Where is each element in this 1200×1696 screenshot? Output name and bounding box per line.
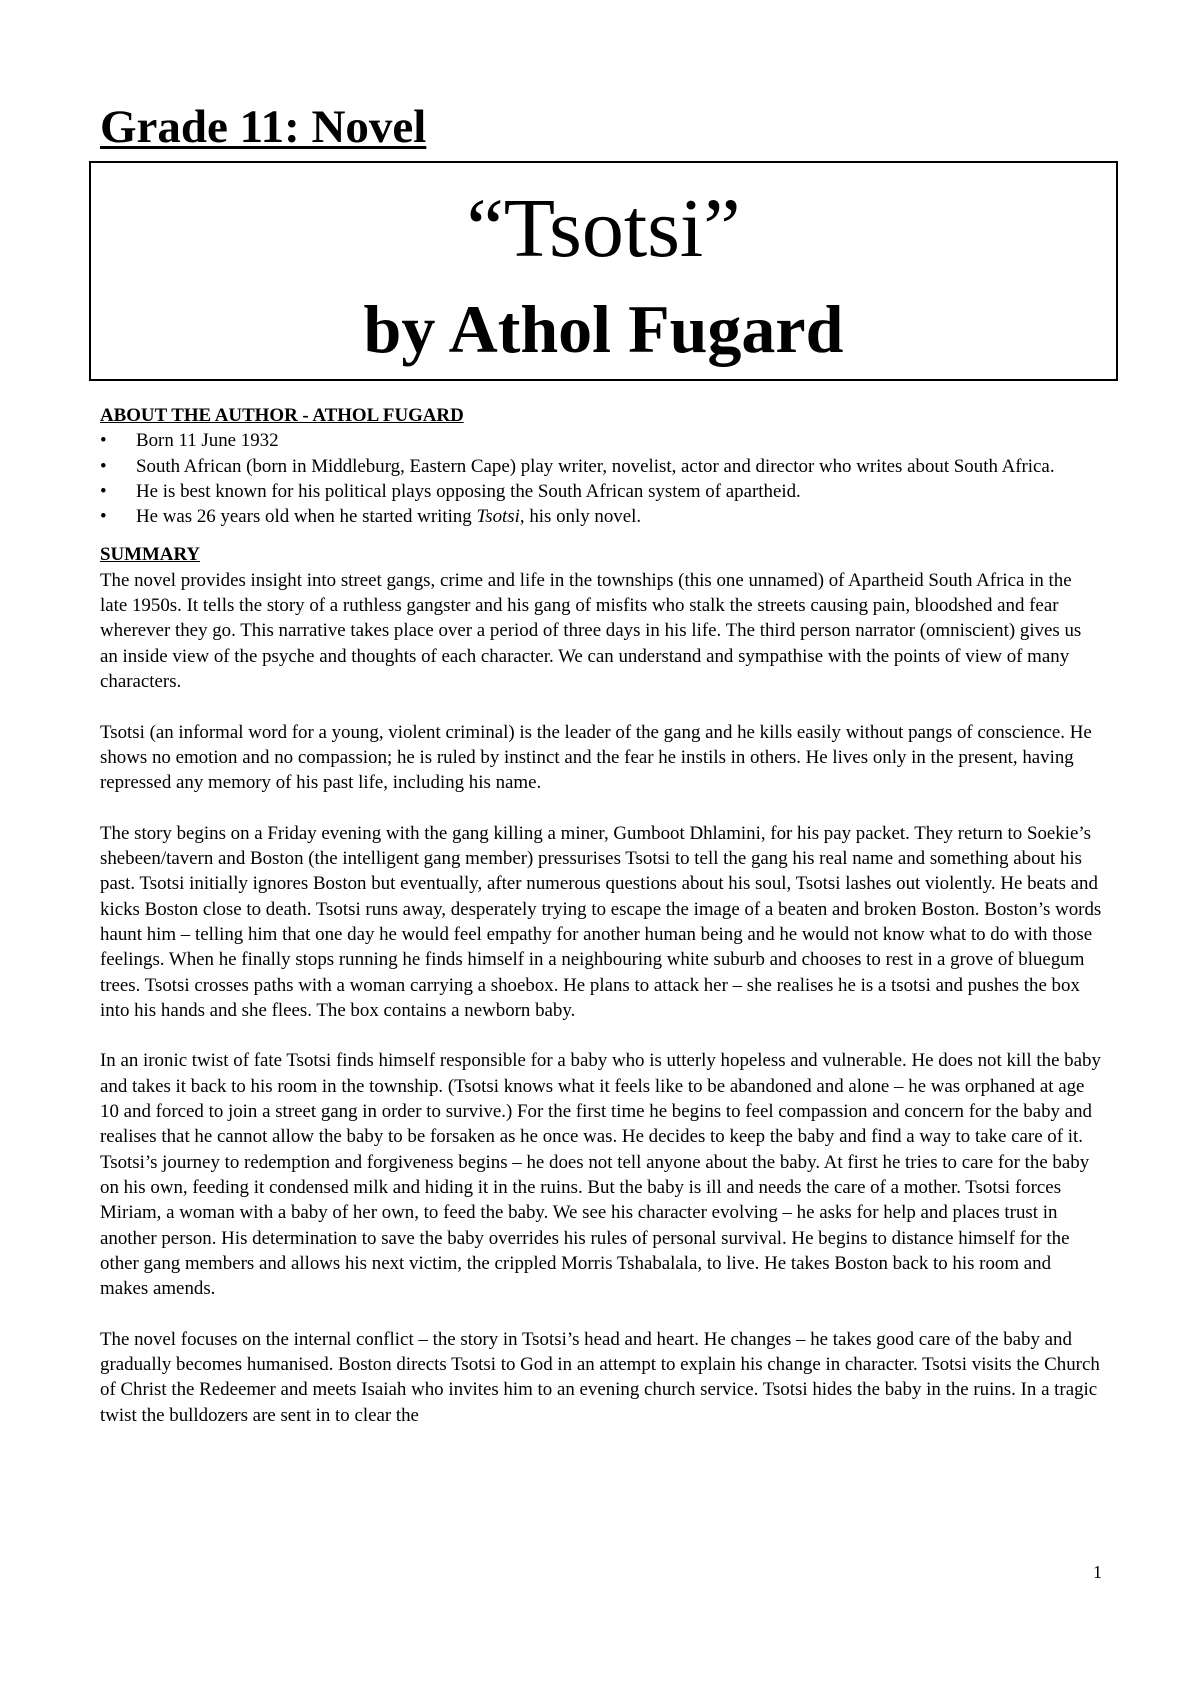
list-item-text-start: He was 26 years old when he started writing <box>136 506 477 528</box>
book-title: “Tsotsi” <box>466 182 741 275</box>
list-item <box>100 454 1102 479</box>
grade-heading: Grade 11: Novel <box>100 101 427 153</box>
bullet-icon: • <box>100 430 107 452</box>
about-author-list <box>100 428 1102 529</box>
list-item-text <box>136 506 641 527</box>
list-item-text: Born 11 June 1932 <box>136 430 279 452</box>
summary-paragraph: The novel focuses on the internal conflict – the story in Tsotsi’s head and heart. He changes – he takes good care of the baby and gradually becomes humanised. Boston directs Tsotsi to God in an attempt to explain his change in character. Tsotsi visits the Church of Christ the Redeemer and meets Isaiah who invites him to an evening church service. Tsotsi hides the baby in the ruins. In a tragic twist the bulldozers are sent in to clear the <box>100 1328 1100 1426</box>
list-item <box>100 428 1102 453</box>
summary-paragraph: In an ironic twist of fate Tsotsi finds himself responsible for a baby who is utterly hopeless and vulnerable. He does not kill the baby and takes it back to his room in the township. (Tsotsi knows what it feels like to be abandoned and alone – he was orphaned at age 10 and forced to join a street gang in order to survive.) For the first time he begins to feel compassion and concern for the baby and realises that he cannot allow the baby to be forsaken as he once was. He decides to keep the baby and find a way to take care of it. <box>100 1050 1101 1148</box>
title-box <box>89 161 1118 381</box>
summary-paragraph: The novel provides insight into street gangs, crime and life in the townships (this one unnamed) of Apartheid South Africa in the late 1950s. It tells the story of a ruthless gangster and his gang of misfits who stalk the streets causing pain, bloodshed and fear wherever they go. This narrative takes place over a period of three days in his life. The third person narrator (omniscient) gives us an inside view of the psyche and thoughts of each character. We can understand and sympathise with the points of view of many characters. <box>100 569 1082 692</box>
summary-paragraph: The story begins on a Friday evening with the gang killing a miner, Gumboot Dhlamini, for his pay packet. They return to Soekie’s shebeen/tavern and Boston (the intelligent gang member) pressurises Tsotsi to tell the gang his real name and something about his past. Tsotsi initially ignores Boston but eventually, after numerous questions about his soul, Tsotsi lashes out violently. He beats and kicks Boston close to death. Tsotsi runs away, desperately trying to escape the image of a beaten and broken Boston. Boston’s words haunt him – telling him that one day he would feel empathy for another human being and he would not know what to do with those feelings. When he finally stops running he finds himself in a neighbouring white suburb and chooses to rest in a grove of bluegum trees. Tsotsi crosses paths with a woman carrying a shoebox. He plans to attack her – she realises he is a tsotsi and pushes the box into his hands and she flees. The box contains a newborn baby. <box>100 822 1102 1021</box>
list-item <box>100 504 1102 529</box>
list-item <box>100 479 1102 504</box>
summary-paragraph: Tsotsi (an informal word for a young, violent criminal) is the leader of the gang and he kills easily without pangs of conscience. He shows no emotion and no compassion; he is ruled by instinct and the fear he instils in others. He lives only in the present, having repressed any memory of his past life, including his name. <box>100 721 1092 794</box>
list-item-text: South African (born in Middleburg, Eastern Cape) play writer, novelist, actor and director who writes about South Africa. <box>136 455 1055 477</box>
bullet-icon: • <box>100 455 107 477</box>
bullet-icon: • <box>100 480 107 502</box>
novel-title-italic: Tsotsi <box>476 506 520 528</box>
about-author-heading: ABOUT THE AUTHOR - ATHOL FUGARD <box>100 405 464 426</box>
summary-heading: SUMMARY <box>100 544 201 566</box>
page-number: 1 <box>1093 1562 1102 1582</box>
list-item-text-end: , his only novel. <box>519 506 642 528</box>
bullet-icon: • <box>100 506 107 528</box>
summary-paragraph: Tsotsi’s journey to redemption and forgiveness begins – he does not tell anyone about the baby. At first he tries to care for the baby on his own, feeding it condensed milk and hiding it in the ruins. But the baby is ill and needs the care of a mother. Tsotsi forces Miriam, a woman with a baby of her own, to feed the baby. We see his character evolving – he asks for help and places trust in another person. His determination to save the baby overrides his rules of personal survival. He begins to distance himself for the other gang members and allows his next victim, the crippled Morris Tshabalala, to live. He takes Boston back to his room and makes amends. <box>100 1151 1090 1300</box>
book-author: by Athol Fugard <box>363 291 844 367</box>
list-item-text: He is best known for his political plays opposing the South African system of apartheid. <box>136 480 801 502</box>
document-body <box>100 403 1102 1428</box>
